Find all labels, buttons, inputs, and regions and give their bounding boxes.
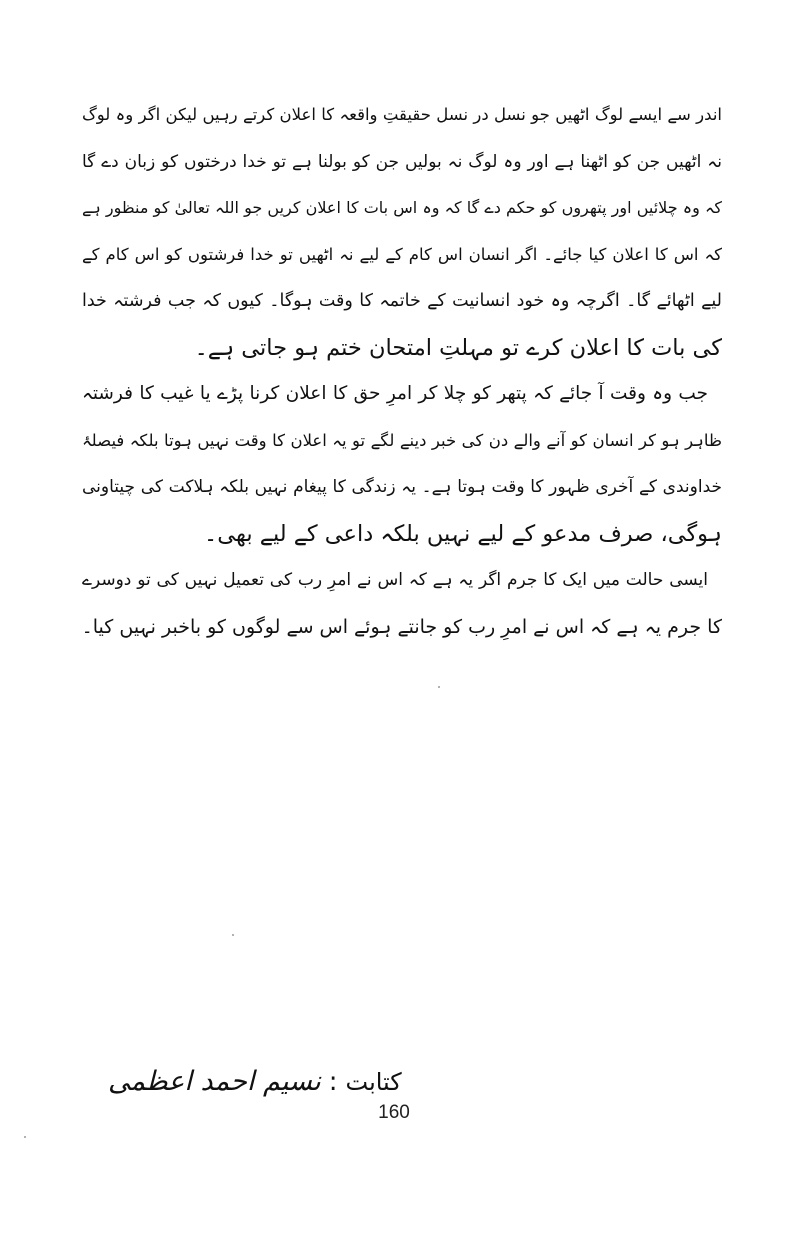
text-line: کہ اس کا اعلان کیا جائے۔ اگر انسان اس کام کے لیے نہ اٹھیں تو خدا فرشتوں کو اس کام کے [82, 244, 722, 264]
credit-label: کتابت [345, 1068, 402, 1096]
text-line: ظاہر ہو کر انسان کو آنے والے دن کی خبر دینے لگے تو یہ اعلان کا وقت نہیں ہوتا بلکہ فیصلۂ [82, 430, 722, 450]
text-line: جب وہ وقت آ جائے کہ پتھر کو چلا کر امرِ حق کا اعلان کرنا پڑے یا غیب کا فرشتہ [82, 383, 708, 404]
credit-name: نسیم احمد اعظمی [108, 1066, 321, 1097]
scan-speck [438, 686, 440, 688]
page-number: 160 [378, 1102, 410, 1123]
text-line: کا جرم یہ ہے کہ اس نے امرِ رب کو جانتے ہوئے اس سے لوگوں کو باخبر نہیں کیا۔ [82, 615, 722, 638]
text-line: ہوگی، صرف مدعو کے لیے نہیں بلکہ داعی کے لیے بھی۔ [204, 520, 722, 547]
credit-separator: : [328, 1067, 338, 1097]
scan-speck [232, 934, 234, 936]
text-line: کی بات کا اعلان کرے تو مہلتِ امتحان ختم ہو جاتی ہے۔ [194, 334, 722, 361]
paragraph-3 [82, 557, 722, 650]
text-line: نہ اٹھیں جن کو اٹھنا ہے اور وہ لوگ نہ بولیں جن کو بولنا ہے تو خدا درختوں کو زبان دے گا [82, 151, 722, 172]
text-line: کہ وہ چلائیں اور پتھروں کو حکم دے گا کہ وہ اس بات کا اعلان کریں جو اللہ تعالیٰ کو منظور ہے [82, 198, 722, 217]
text-line: لیے اٹھائے گا۔ اگرچہ وہ خود انسانیت کے خاتمہ کا وقت ہوگا۔ کیوں کہ جب فرشتہ خدا [82, 291, 722, 311]
paragraph-2 [82, 371, 722, 557]
text-line: اندر سے ایسے لوگ اٹھیں جو نسل در نسل حقیقتِ واقعہ کا اعلان کرتے رہیں لیکن اگر وہ لوگ [82, 105, 722, 124]
body-text [82, 92, 722, 650]
text-line: ایسی حالت میں ایک کا جرم اگر یہ ہے کہ اس نے امرِ رب کی تعمیل نہیں کی تو دوسرے [82, 570, 708, 590]
text-line: خداوندی کے آخری ظہور کا وقت ہوتا ہے۔ یہ زندگی کا پیغام نہیں بلکہ ہلاکت کی چیتاونی [82, 477, 722, 497]
scan-speck [24, 1136, 26, 1138]
paragraph-1 [82, 92, 722, 371]
calligrapher-credit [108, 1062, 402, 1102]
